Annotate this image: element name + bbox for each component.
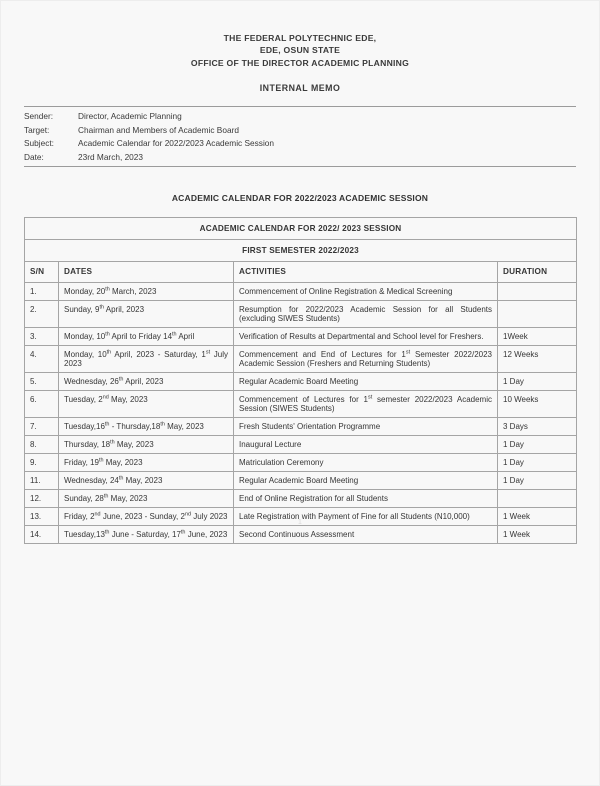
- cell-sn: 7.: [25, 418, 59, 436]
- memo-fields: [24, 106, 576, 167]
- table-header-row: [25, 262, 577, 283]
- document-heading: ACADEMIC CALENDAR FOR 2022/2023 ACADEMIC SESSION: [171, 193, 429, 204]
- cell-activities: Commencement and End of Lectures for 1st Semester 2022/2023 Academic Session (Freshers and Returning Students): [234, 346, 498, 373]
- institution-name-line2: EDE, OSUN STATE: [259, 45, 341, 56]
- cell-dates: Monday, 20th March, 2023: [59, 283, 234, 301]
- cell-duration: 12 Weeks: [498, 346, 577, 373]
- cell-sn: 14.: [25, 526, 59, 544]
- cell-dates: Wednesday, 26th April, 2023: [59, 373, 234, 391]
- cell-sn: 2.: [25, 301, 59, 328]
- table-row: [25, 346, 577, 373]
- table-band-semester-text: FIRST SEMESTER 2022/2023: [25, 240, 577, 262]
- memo-label-target: Target:: [24, 124, 50, 135]
- cell-duration: [498, 283, 577, 301]
- cell-activities: Late Registration with Payment of Fine for all Students (N10,000): [234, 508, 498, 526]
- cell-duration: [498, 301, 577, 328]
- cell-duration: 3 Days: [498, 418, 577, 436]
- memo-row-target: [24, 124, 576, 137]
- cell-duration: 10 Weeks: [498, 391, 577, 418]
- cell-duration: 1Week: [498, 328, 577, 346]
- cell-sn: 12.: [25, 490, 59, 508]
- cell-dates: Monday, 10th April to Friday 14th April: [59, 328, 234, 346]
- cell-dates: Tuesday,13th June - Saturday, 17th June, 2023: [59, 526, 234, 544]
- memo-label-sender: Sender:: [24, 111, 54, 122]
- memo-row-subject: [24, 137, 576, 150]
- cell-sn: 13.: [25, 508, 59, 526]
- institution-office-line: OFFICE OF THE DIRECTOR ACADEMIC PLANNING: [190, 57, 410, 68]
- table-row: [25, 436, 577, 454]
- cell-dates: Tuesday,16th - Thursday,18th May, 2023: [59, 418, 234, 436]
- cell-activities: Matriculation Ceremony: [234, 454, 498, 472]
- table-band-semester: [25, 240, 577, 262]
- memo-value-subject: Academic Calendar for 2022/2023 Academic Session: [78, 138, 275, 149]
- cell-dates: Thursday, 18th May, 2023: [59, 436, 234, 454]
- column-header-sn: S/N: [25, 262, 59, 283]
- cell-sn: 3.: [25, 328, 59, 346]
- cell-dates: Wednesday, 24th May, 2023: [59, 472, 234, 490]
- memo-label-subject: Subject:: [24, 138, 54, 149]
- table-row: [25, 490, 577, 508]
- cell-activities: Regular Academic Board Meeting: [234, 373, 498, 391]
- memo-row-date: [24, 151, 576, 164]
- table-row: [25, 454, 577, 472]
- cell-activities: Verification of Results at Departmental and School level for Freshers.: [234, 328, 498, 346]
- page-number: 1: [298, 519, 302, 527]
- cell-sn: 9.: [25, 454, 59, 472]
- cell-dates: Tuesday, 2nd May, 2023: [59, 391, 234, 418]
- table-row: [25, 526, 577, 544]
- cell-activities: Regular Academic Board Meeting: [234, 472, 498, 490]
- cell-dates: Friday, 2nd June, 2023 - Sunday, 2nd July 2023: [59, 508, 234, 526]
- cell-sn: 8.: [25, 436, 59, 454]
- cell-duration: 1 Week: [498, 526, 577, 544]
- memo-value-date: 23rd March, 2023: [78, 151, 144, 162]
- memo-value-target: Chairman and Members of Academic Board: [78, 124, 239, 135]
- calendar-table-body: [25, 218, 577, 544]
- cell-sn: 5.: [25, 373, 59, 391]
- cell-dates: Monday, 10th April, 2023 - Saturday, 1st July 2023: [59, 346, 234, 373]
- letterhead: [24, 0, 576, 69]
- cell-activities: End of Online Registration for all Students: [234, 490, 498, 508]
- institution-name-line1: THE FEDERAL POLYTECHNIC EDE,: [223, 33, 377, 43]
- table-row: [25, 328, 577, 346]
- table-row: [25, 301, 577, 328]
- cell-sn: 11.: [25, 472, 59, 490]
- page-sheet: [24, 0, 576, 544]
- memo-title: INTERNAL MEMO: [259, 83, 341, 94]
- table-row: [25, 391, 577, 418]
- cell-activities: Inaugural Lecture: [234, 436, 498, 454]
- cell-duration: 1 Day: [498, 373, 577, 391]
- cell-dates: Sunday, 9th April, 2023: [59, 301, 234, 328]
- cell-duration: 1 Week: [498, 508, 577, 526]
- cell-sn: 6.: [25, 391, 59, 418]
- cell-activities: Resumption for 2022/2023 Academic Session for all Students (excluding SIWES Students): [234, 301, 498, 328]
- cell-activities: Commencement of Online Registration & Medical Screening: [234, 283, 498, 301]
- table-row: [25, 472, 577, 490]
- cell-activities: Commencement of Lectures for 1st semester 2022/2023 Academic Session (SIWES Students): [234, 391, 498, 418]
- academic-calendar-table: [24, 217, 577, 544]
- column-header-duration: DURATION: [498, 262, 577, 283]
- cell-sn: 4.: [25, 346, 59, 373]
- memo-label-date: Date:: [24, 151, 44, 162]
- table-band-session-text: ACADEMIC CALENDAR FOR 2022/ 2023 SESSION: [25, 218, 577, 240]
- cell-dates: Sunday, 28th May, 2023: [59, 490, 234, 508]
- cell-activities: Fresh Students' Orientation Programme: [234, 418, 498, 436]
- table-band-session: [25, 218, 577, 240]
- cell-duration: 1 Day: [498, 454, 577, 472]
- column-header-activities: ACTIVITIES: [234, 262, 498, 283]
- cell-sn: 1.: [25, 283, 59, 301]
- column-header-dates: DATES: [59, 262, 234, 283]
- memo-value-sender: Director, Academic Planning: [78, 111, 182, 122]
- table-row: [25, 373, 577, 391]
- cell-duration: 1 Day: [498, 472, 577, 490]
- memo-row-sender: [24, 110, 576, 123]
- cell-duration: [498, 490, 577, 508]
- cell-dates: Friday, 19th May, 2023: [59, 454, 234, 472]
- cell-duration: 1 Day: [498, 436, 577, 454]
- table-row: [25, 418, 577, 436]
- table-row: [25, 283, 577, 301]
- cell-activities: Second Continuous Assessment: [234, 526, 498, 544]
